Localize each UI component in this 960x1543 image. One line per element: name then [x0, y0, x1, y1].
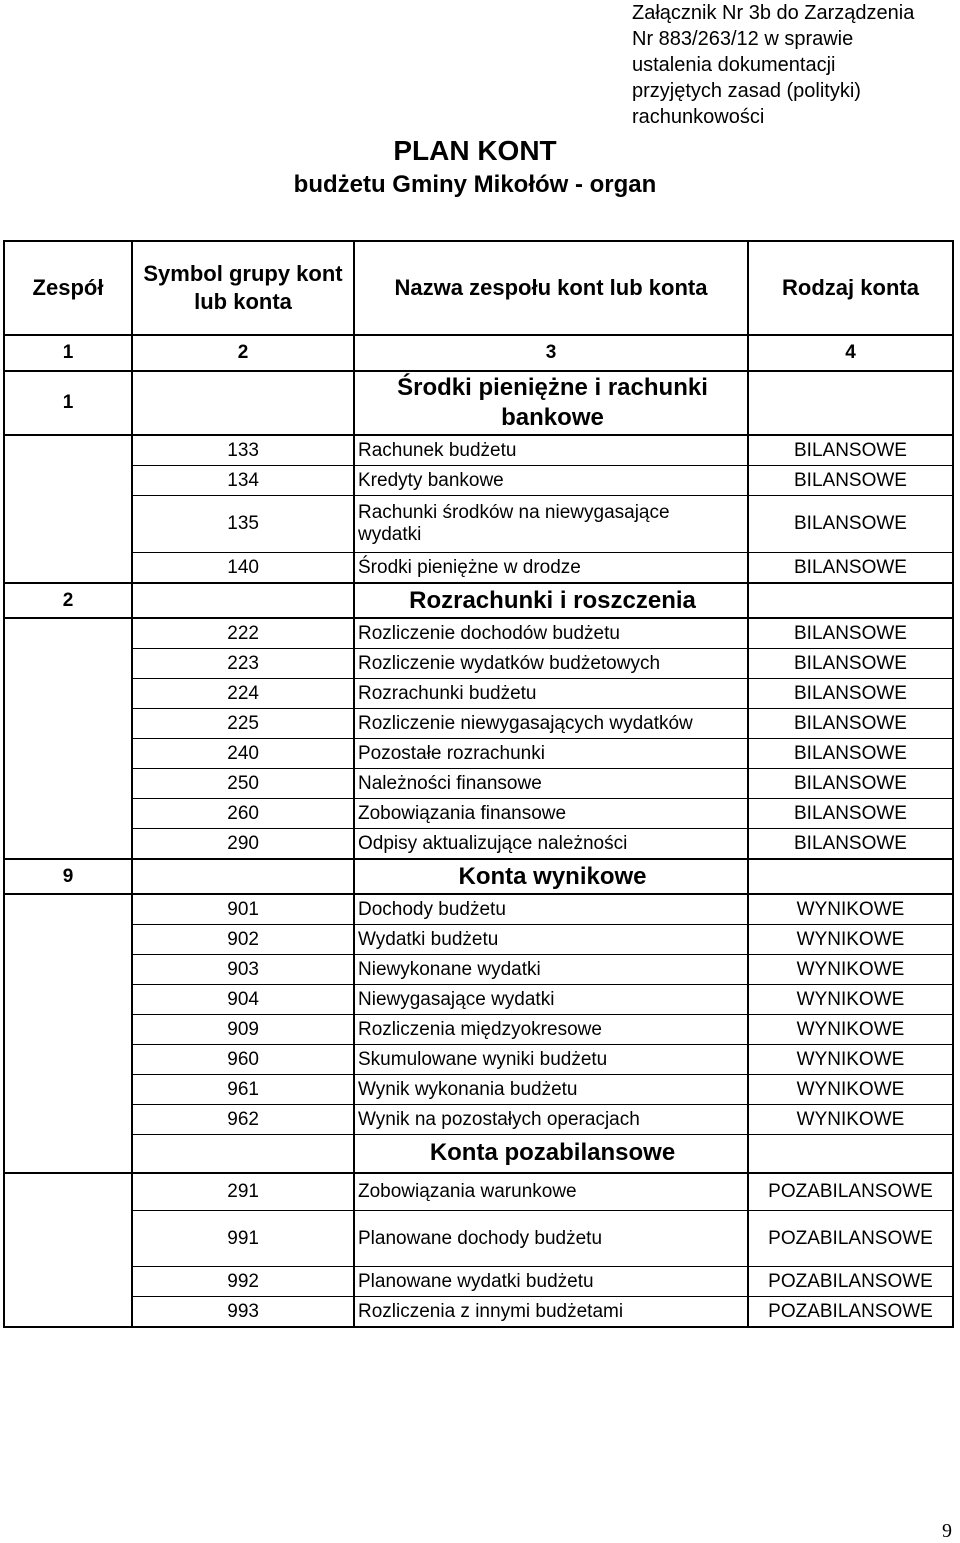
- account-type: BILANSOWE: [748, 553, 953, 584]
- account-type: BILANSOWE: [748, 466, 953, 496]
- account-symbol: 224: [132, 679, 354, 709]
- table-row: [4, 925, 953, 955]
- account-symbol: 961: [132, 1075, 354, 1105]
- table-row: [4, 985, 953, 1015]
- table-row: [4, 496, 953, 553]
- account-symbol: 225: [132, 709, 354, 739]
- account-name: Pozostałe rozrachunki: [354, 739, 748, 769]
- account-name: Zobowiązania warunkowe: [354, 1173, 748, 1211]
- table-row: [4, 709, 953, 739]
- account-type: WYNIKOWE: [748, 1015, 953, 1045]
- account-symbol: 223: [132, 649, 354, 679]
- accounts-table: [3, 240, 954, 1328]
- table-row: [4, 1105, 953, 1135]
- account-symbol: 991: [132, 1211, 354, 1267]
- group-name: Środki pieniężne i rachunki bankowe: [354, 371, 748, 435]
- table-row: [4, 894, 953, 925]
- column-number: 2: [132, 335, 354, 371]
- account-name: Rozliczenia międzyokresowe: [354, 1015, 748, 1045]
- account-symbol: 135: [132, 496, 354, 553]
- annex-line: rachunkowości: [632, 106, 765, 128]
- account-symbol: 992: [132, 1267, 354, 1297]
- account-name: Rachunek budżetu: [354, 435, 748, 466]
- account-type: BILANSOWE: [748, 829, 953, 860]
- account-type: BILANSOWE: [748, 709, 953, 739]
- account-type: WYNIKOWE: [748, 925, 953, 955]
- account-type: BILANSOWE: [748, 679, 953, 709]
- group-row: [4, 583, 953, 618]
- account-name: Planowane dochody budżetu: [354, 1211, 748, 1267]
- account-name: Niewygasające wydatki: [354, 985, 748, 1015]
- account-name: Rozliczenie niewygasających wydatków: [354, 709, 748, 739]
- column-number: 4: [748, 335, 953, 371]
- account-type: POZABILANSOWE: [748, 1173, 953, 1211]
- group-name: Konta wynikowe: [354, 859, 748, 894]
- account-name: Wydatki budżetu: [354, 925, 748, 955]
- account-symbol: 260: [132, 799, 354, 829]
- table-header-row: [4, 241, 953, 335]
- table-row: [4, 679, 953, 709]
- account-name: Środki pieniężne w drodze: [354, 553, 748, 584]
- group-zespol: 2: [4, 583, 132, 618]
- account-type: POZABILANSOWE: [748, 1211, 953, 1267]
- account-name: Rozliczenia z innymi budżetami: [354, 1297, 748, 1328]
- title-sub: budżetu Gminy Mikołów - organ: [293, 171, 657, 198]
- annex-note: [632, 0, 952, 130]
- table-row: [4, 618, 953, 649]
- account-name: Należności finansowe: [354, 769, 748, 799]
- account-name: Rozliczenie dochodów budżetu: [354, 618, 748, 649]
- account-name: Wynik wykonania budżetu: [354, 1075, 748, 1105]
- annex-line: ustalenia dokumentacji: [632, 54, 836, 76]
- account-type: WYNIKOWE: [748, 1105, 953, 1135]
- account-name: Wynik na pozostałych operacjach: [354, 1105, 748, 1135]
- column-numbers-row: [4, 335, 953, 371]
- group-name: Rozrachunki i roszczenia: [354, 583, 748, 618]
- annex-line: Nr 883/263/12 w sprawie: [632, 28, 854, 50]
- account-symbol: 901: [132, 894, 354, 925]
- account-symbol: 993: [132, 1297, 354, 1328]
- account-symbol: 904: [132, 985, 354, 1015]
- account-symbol: 903: [132, 955, 354, 985]
- account-type: WYNIKOWE: [748, 1045, 953, 1075]
- annex-line: Załącznik Nr 3b do Zarządzenia: [632, 2, 915, 24]
- account-symbol: 902: [132, 925, 354, 955]
- table-row: [4, 1075, 953, 1105]
- account-name: Kredyty bankowe: [354, 466, 748, 496]
- group-zespol: 9: [4, 859, 132, 894]
- column-number: 1: [4, 335, 132, 371]
- account-type: BILANSOWE: [748, 496, 953, 553]
- table-row: [4, 1211, 953, 1267]
- document-title: [250, 133, 700, 201]
- account-symbol: 250: [132, 769, 354, 799]
- account-type: POZABILANSOWE: [748, 1267, 953, 1297]
- account-name: Rozliczenie wydatków budżetowych: [354, 649, 748, 679]
- account-type: POZABILANSOWE: [748, 1297, 953, 1328]
- account-type: WYNIKOWE: [748, 894, 953, 925]
- account-symbol: 291: [132, 1173, 354, 1211]
- header-nazwa: Nazwa zespołu kont lub konta: [354, 241, 748, 335]
- group-zespol: [4, 1135, 132, 1173]
- account-symbol: 240: [132, 739, 354, 769]
- account-type: BILANSOWE: [748, 769, 953, 799]
- account-type: BILANSOWE: [748, 618, 953, 649]
- account-type: BILANSOWE: [748, 799, 953, 829]
- table-row: [4, 435, 953, 466]
- group-row: [4, 1135, 953, 1173]
- column-number: 3: [354, 335, 748, 371]
- account-name: Odpisy aktualizujące należności: [354, 829, 748, 860]
- header-symbol: Symbol grupy kont lub konta: [132, 241, 354, 335]
- account-name: Dochody budżetu: [354, 894, 748, 925]
- account-symbol: 134: [132, 466, 354, 496]
- annex-line: przyjętych zasad (polityki): [632, 80, 861, 102]
- account-type: WYNIKOWE: [748, 1075, 953, 1105]
- account-name: Skumulowane wyniki budżetu: [354, 1045, 748, 1075]
- table-row: [4, 739, 953, 769]
- table-row: [4, 1015, 953, 1045]
- table-row: [4, 1267, 953, 1297]
- account-symbol: 960: [132, 1045, 354, 1075]
- account-name: Rachunki środków na niewygasające wydatki: [354, 496, 748, 553]
- table-row: [4, 829, 953, 860]
- account-type: WYNIKOWE: [748, 985, 953, 1015]
- account-symbol: 909: [132, 1015, 354, 1045]
- table-row: [4, 1297, 953, 1328]
- table-row: [4, 955, 953, 985]
- account-type: WYNIKOWE: [748, 955, 953, 985]
- table-row: [4, 466, 953, 496]
- table-row: [4, 769, 953, 799]
- title-main: PLAN KONT: [393, 135, 557, 166]
- table-row: [4, 799, 953, 829]
- account-symbol: 222: [132, 618, 354, 649]
- table-row: [4, 649, 953, 679]
- account-type: BILANSOWE: [748, 649, 953, 679]
- account-name: Planowane wydatki budżetu: [354, 1267, 748, 1297]
- account-name: Zobowiązania finansowe: [354, 799, 748, 829]
- account-type: BILANSOWE: [748, 739, 953, 769]
- account-name: Niewykonane wydatki: [354, 955, 748, 985]
- account-symbol: 140: [132, 553, 354, 584]
- group-zespol: 1: [4, 371, 132, 435]
- group-name: Konta pozabilansowe: [354, 1135, 748, 1173]
- header-zespol: Zespół: [4, 241, 132, 335]
- account-name: Rozrachunki budżetu: [354, 679, 748, 709]
- account-symbol: 133: [132, 435, 354, 466]
- page-number: 9: [942, 1520, 952, 1542]
- group-row: [4, 859, 953, 894]
- account-symbol: 290: [132, 829, 354, 860]
- table-row: [4, 1045, 953, 1075]
- table-row: [4, 553, 953, 584]
- header-rodzaj: Rodzaj konta: [748, 241, 953, 335]
- table-row: [4, 1173, 953, 1211]
- account-symbol: 962: [132, 1105, 354, 1135]
- group-row: [4, 371, 953, 435]
- account-type: BILANSOWE: [748, 435, 953, 466]
